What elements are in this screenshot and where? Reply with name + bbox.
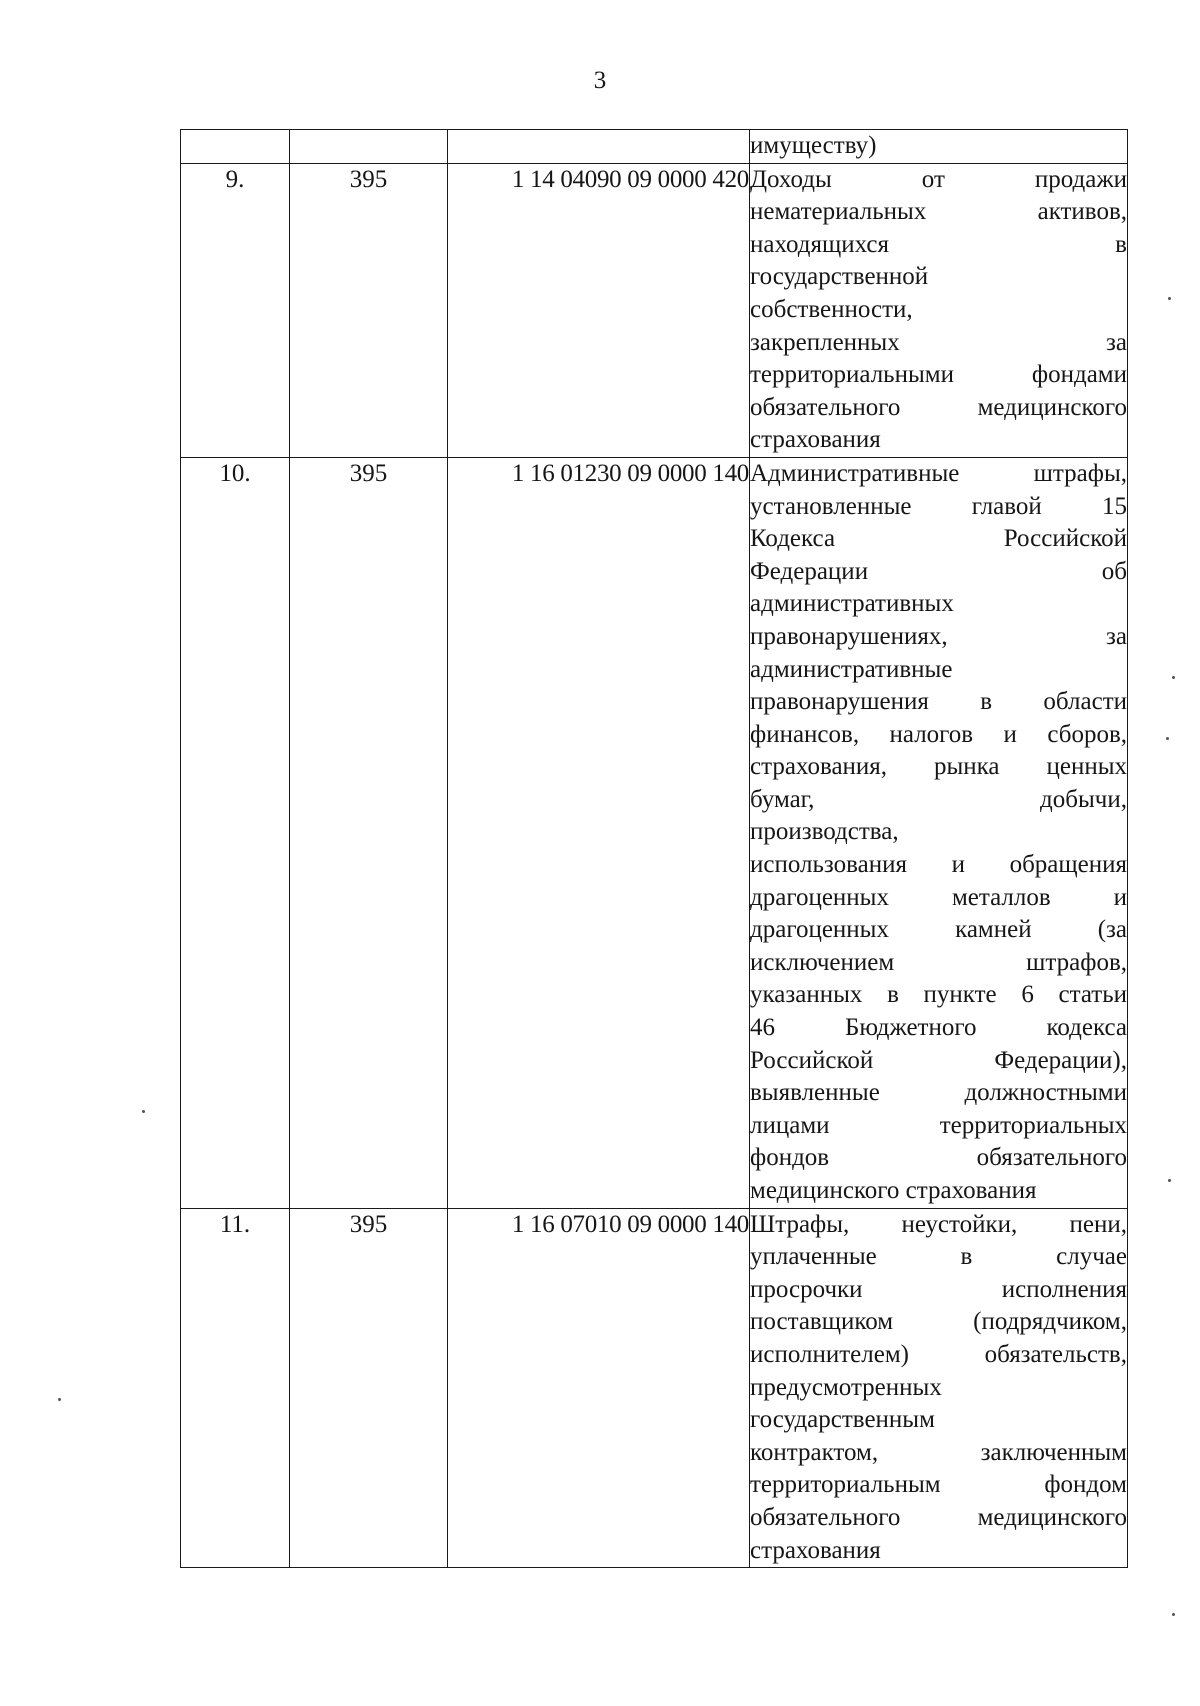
description-line: указанных в пункте 6 статьи — [750, 981, 1127, 1009]
description-line: обязательного медицинского — [750, 393, 1127, 421]
description-line: собственности, — [750, 295, 913, 323]
description-line: Кодекса Российской — [750, 525, 1127, 553]
description-line: производства, — [750, 818, 899, 846]
description-line: нематериальных активов, — [750, 198, 1127, 226]
description-line: правонарушения в области — [750, 688, 1127, 716]
description-line: государственной — [750, 263, 929, 291]
budget-classification-code-cell: 1 16 01230 09 0000 140 — [448, 457, 750, 1208]
description-line: Доходы от продажи — [750, 165, 1127, 193]
scan-speck — [58, 1398, 61, 1401]
budget-classification-code-cell — [448, 130, 750, 164]
description-line: исключением штрафов, — [750, 948, 1127, 976]
scan-speck — [1168, 1179, 1171, 1182]
description-line: закрепленных за — [750, 328, 1127, 356]
scan-speck — [1172, 1613, 1175, 1616]
description-line: использования и обращения — [750, 851, 1127, 879]
description-line: 46 Бюджетного кодекса — [750, 1014, 1127, 1042]
revenue-description-cell — [750, 1208, 1128, 1568]
description-line: страхования, рынка ценных — [750, 753, 1127, 781]
description-line: правонарушениях, за — [750, 622, 1127, 650]
row-number-cell — [181, 130, 290, 164]
description-line: бумаг, добычи, — [750, 785, 1127, 813]
description-line: Федерации об — [750, 557, 1127, 585]
description-line: Административные штрафы, — [750, 459, 1127, 487]
table-body — [181, 130, 1128, 1568]
description-line: поставщиком (подрядчиком, — [750, 1308, 1127, 1336]
row-number-cell: 9. — [181, 163, 290, 457]
description-line: просрочки исполнения — [750, 1275, 1127, 1303]
description-line: страхования — [750, 426, 881, 454]
description-line: обязательного медицинского — [750, 1503, 1127, 1531]
table-row — [181, 457, 1128, 1208]
budget-classification-code-cell: 1 16 07010 09 0000 140 — [448, 1208, 750, 1568]
page-number: 3 — [593, 67, 607, 94]
row-number-cell: 10. — [181, 457, 290, 1208]
description-line: предусмотренных — [750, 1373, 942, 1401]
description-line: контрактом, заключенным — [750, 1438, 1127, 1466]
description-line: территориальными фондами — [750, 361, 1127, 389]
revenue-codes-table — [180, 129, 1128, 1568]
revenue-description-cell — [750, 457, 1128, 1208]
description-line: финансов, налогов и сборов, — [750, 720, 1127, 748]
description-line: выявленные должностными — [750, 1079, 1127, 1107]
budget-classification-code-cell: 1 14 04090 09 0000 420 — [448, 163, 750, 457]
description-line: находящихся в — [750, 230, 1127, 258]
description-line: лицами территориальных — [750, 1111, 1127, 1139]
description-line: Российской Федерации), — [750, 1046, 1127, 1074]
description-line: фондов обязательного — [750, 1144, 1127, 1172]
description-line: уплаченные в случае — [750, 1243, 1127, 1271]
scan-speck — [1166, 737, 1169, 740]
description-line: исполнителем) обязательств, — [750, 1340, 1127, 1368]
description-line: драгоценных камней (за — [750, 916, 1127, 944]
administrator-code-cell: 395 — [290, 1208, 448, 1568]
description-line: установленные главой 15 — [750, 492, 1127, 520]
scan-speck — [1168, 297, 1171, 300]
description-line: административные — [750, 655, 953, 683]
administrator-code-cell — [290, 130, 448, 164]
description-line: административных — [750, 590, 954, 618]
description-line: медицинского страхования — [750, 1177, 1037, 1204]
scan-speck — [142, 1110, 145, 1113]
administrator-code-cell: 395 — [290, 163, 448, 457]
revenue-description-cell — [750, 130, 1128, 164]
row-number-cell: 11. — [181, 1208, 290, 1568]
description-line: государственным — [750, 1406, 935, 1434]
description-line: драгоценных металлов и — [750, 883, 1127, 911]
scan-speck — [1172, 676, 1175, 679]
table-row — [181, 163, 1128, 457]
description-line: территориальным фондом — [750, 1471, 1127, 1499]
revenue-description-cell — [750, 163, 1128, 457]
table-row — [181, 130, 1128, 164]
description-line: имуществу) — [750, 132, 877, 159]
description-line: Штрафы, неустойки, пени, — [750, 1210, 1127, 1238]
description-line: страхования — [750, 1536, 881, 1564]
table-row — [181, 1208, 1128, 1568]
administrator-code-cell: 395 — [290, 457, 448, 1208]
